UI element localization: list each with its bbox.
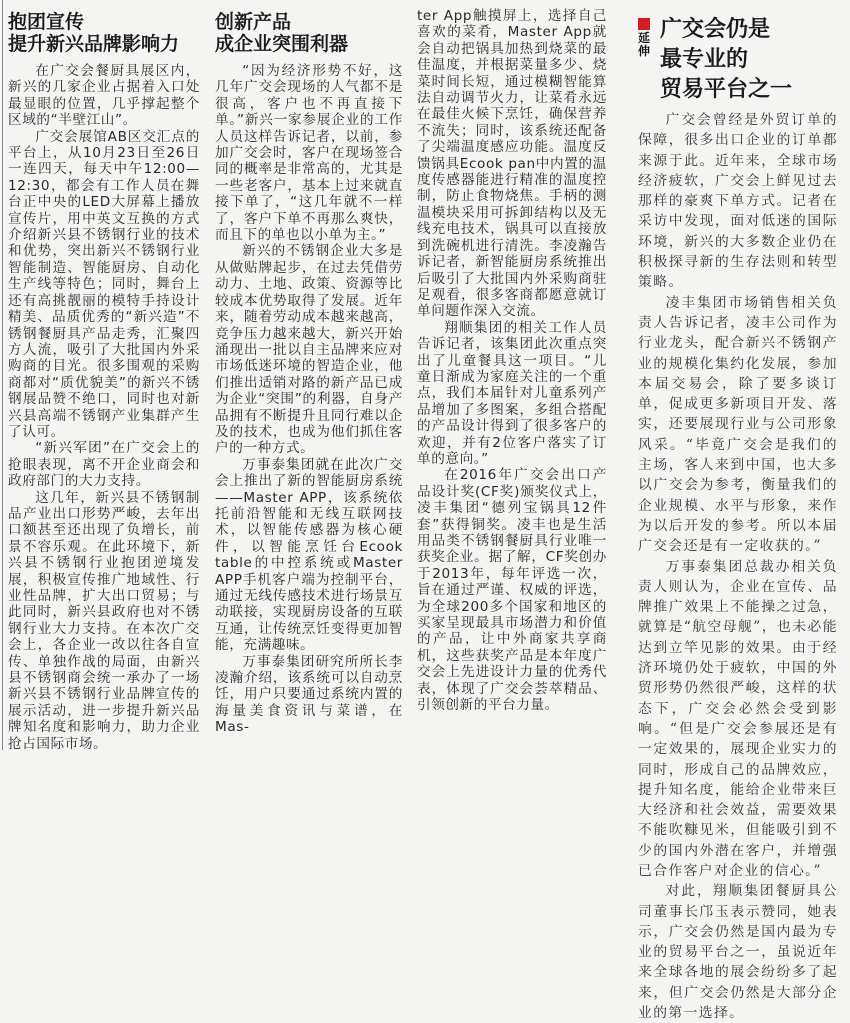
article-body	[417, 8, 607, 713]
paragraph: 对此，翔顺集团餐厨具公司董事长邝玉表示赞同，她表示，广交会仍然是国内最为专业的贸易平台之一，虽说近年来全球各地的展会纷纷多了起来，但广交会仍然是大部分企业的第一选择。	[638, 883, 838, 1022]
paragraph: 广交会曾经是外贸订单的保障，很多出口企业的订单都来源于此。近年来，全球市场经济疲软，广交会上鲜见过去那样的豪爽下单方式。记者在采访中发现，面对低迷的国际环境，新兴的大多数企业仍在积极探寻新的生存法则和转型策略。	[638, 112, 838, 291]
paragraph: 万事泰集团总裁办相关负责人则认为，企业在宣传、品牌推广效果上不能操之过急，就算是“航空母舰”，也未必能达到立竿见影的效果。由于经济环境仍处于疲软，中国的外贸形势仍然很严峻，这样的状态下，广交会必然会受到影响。“但是广交会参展还是有一定效果的，展现企业实力的同时，形成自己的品牌效应，提升知名度，能给企业带来巨大经济和社会效益，需要效果不能吹糠见米，但能吸引到不少的国内外潜在客户，并增强已合作客户对企业的信心。”	[638, 558, 838, 879]
extension-label: 延伸	[638, 31, 651, 58]
article-innovation	[215, 0, 403, 736]
paragraph: ter App触摸屏上，选择自己喜欢的菜肴，Master App就会自动把锅具加热到烧菜的最佳温度，并根据菜量多少、烧菜时间长短，通过模糊智能算法自动调节火力，让菜肴永远在最佳火候下烹饪，确保营养不流失；同时，该系统还配备了尖端温度感应功能。温度反馈锅具Ecook pan中内置的温度传感器能进行精准的温度控制，防止食物烧焦。手柄的测温模块采用可拆卸结构以及无线充电技术，锅具可以直接放到洗碗机进行清洗。李凌瀚告诉记者，新智能厨房系统推出后吸引了大批国内外采购商驻足观看，很多客商都愿意就订单问题作深入交流。	[417, 8, 607, 320]
headline-line: 创新产品	[215, 11, 292, 33]
paragraph: “新兴军团”在广交会上的抢眼表现，离不开企业商会和政府部门的大力支持。	[8, 440, 200, 490]
red-square-icon	[638, 18, 650, 30]
paragraph: 万事泰集团就在此次广交会上推出了新的智能厨房系统——Master APP，该系统依托前沿智能和无线互联网技术，以智能传感器为核心硬件，以智能烹饪台Ecook table的中控系统或Master APP手机客户端为控制平台，通过无线传感技术进行场景互动联接，实现厨房设备的互联互通，让传统烹饪变得更加智能，充满趣味。	[215, 456, 403, 654]
column-rule	[2, 0, 3, 750]
paragraph: 在广交会餐厨具展区内，新兴的几家企业占据着入口处最显眼的位置，几乎撑起整个区域的“半壁江山”。	[8, 63, 200, 129]
article-innovation-continued	[417, 8, 607, 713]
article-headline	[660, 14, 792, 104]
article-headline	[8, 11, 200, 55]
article-body	[8, 63, 200, 752]
headline-line: 成企业突围利器	[215, 33, 349, 55]
article-headline	[215, 11, 403, 55]
article-body	[215, 63, 403, 736]
paragraph: 翔顺集团的相关工作人员告诉记者，该集团此次重点突出了儿童餐具这一项目。“儿童日渐成为家庭关注的一个重点，我们本届针对儿童系列产品增加了多图案，多组合搭配的产品设计得到了很多客户的欢迎，并有2位客户落实了订单的意向。”	[417, 319, 607, 467]
article-brand-promotion	[8, 0, 200, 752]
paragraph: 广交会展馆AB区交汇点的平台上，从10月23日至26日一连四天，每天中午12:00—12:30，都会有工作人员在舞台正中央的LED大屏幕上播放宣传片，用中英文互换的方式介绍新兴县不锈钢行业的技术和优势，突出新兴不锈钢行业智能制造、智能厨房、自动化生产线等特色；同时，舞台上还有高挑靓丽的模特手持设计精美、品质优秀的“新兴造”不锈钢餐厨具产品走秀，汇聚四方人流，吸引了大批国内外采购商的目光。很多围观的采购商都对“质优貌美”的新兴不锈钢展品赞不绝口，同时也对新兴县高端不锈钢产业集群产生了认可。	[8, 128, 200, 440]
headline-line: 最专业的	[660, 46, 749, 72]
paragraph: 凌丰集团市场销售相关负责人告诉记者，凌丰公司作为行业龙头，配合新兴不锈钢产业的规模化集约化发展，参加本届交易会，除了要多谈订单，促成更多新项目开发、落实，还要展现行业与公司形象风采。“毕竟广交会是我们的主场，客人来到中国，也大多以广交会为参考，衡量我们的企业规模、水平与形象，来作为以后开发的参考。所以本届广交会还是有一定收获的。”	[638, 294, 838, 555]
article-body	[638, 110, 838, 1023]
headline-line: 抱团宣传	[8, 11, 85, 33]
extension-tag	[638, 18, 652, 58]
headline-line: 提升新兴品牌影响力	[8, 33, 180, 55]
paragraph: 万事泰集团研究所所长李凌瀚介绍，该系统可以自动烹饪，用户只要通过系统内置的海量美食资讯与菜谱，在Mas-	[215, 653, 403, 736]
paragraph: 在2016年广交会出口产品设计奖(CF奖)颁奖仪式上，凌丰集团“德列宝锅具12件套”获得铜奖。凌丰也是生活用品类不锈钢餐厨具行业唯一获奖企业。据了解，CF奖创办于2013年，每年评选一次，旨在通过严谨、权威的评选，为全球200多个国家和地区的买家呈现最具市场潜力和价值的产品，让中外商家共享商机，这些获奖产品是本年度广交会上先进设计力量的优秀代表，体现了广交会荟萃精品、引领创新的平台力量。	[417, 467, 607, 714]
headline-line: 贸易平台之一	[660, 76, 793, 102]
paragraph: “因为经济形势不好，这几年广交会现场的人气都不是很高，客户也不再直接下单。”新兴一家参展企业的工作人员这样告诉记者，以前，参加广交会时，客户在现场签合同的概率是非常高的，尤其是一些老客户，基本上过来就直接下单了，“这几年就不一样了，客户下单不再那么爽快，而且下的单也以小单为主。”	[215, 63, 403, 244]
paragraph: 新兴的不锈钢企业大多是从做贴牌起步，在过去凭借劳动力、土地、政策、资源等比较成本优势取得了发展。近年来，随着劳动成本越来越高，竞争压力越来越大，新兴开始涌现出一批以自主品牌来应对市场低迷环境的智造企业，他们推出适销对路的新产品已成为企业“突围”的利器，自身产品拥有不断提升且同行难以企及的技术，也成为他们抓住客户的一种方式。	[215, 243, 403, 457]
headline-line: 广交会仍是	[660, 16, 771, 42]
paragraph: 这几年，新兴县不锈钢制品产业出口形势严峻，去年出口额甚至还出现了负增长，前景不容乐观。在此环境下，新兴县不锈钢行业抱团逆境发展，积极宣传推广地域性、行业性品牌，扩大出口贸易；与此同时，新兴县政府也对不锈钢行业大力支持。在本次广交会上，各企业一改以往各自宣传、单独作战的局面，由新兴县不锈钢商会统一承办了一场新兴县不锈钢行业品牌宣传的展示活动，进一步提升新兴品牌知名度和影响力，助力企业抢占国际市场。	[8, 489, 200, 752]
